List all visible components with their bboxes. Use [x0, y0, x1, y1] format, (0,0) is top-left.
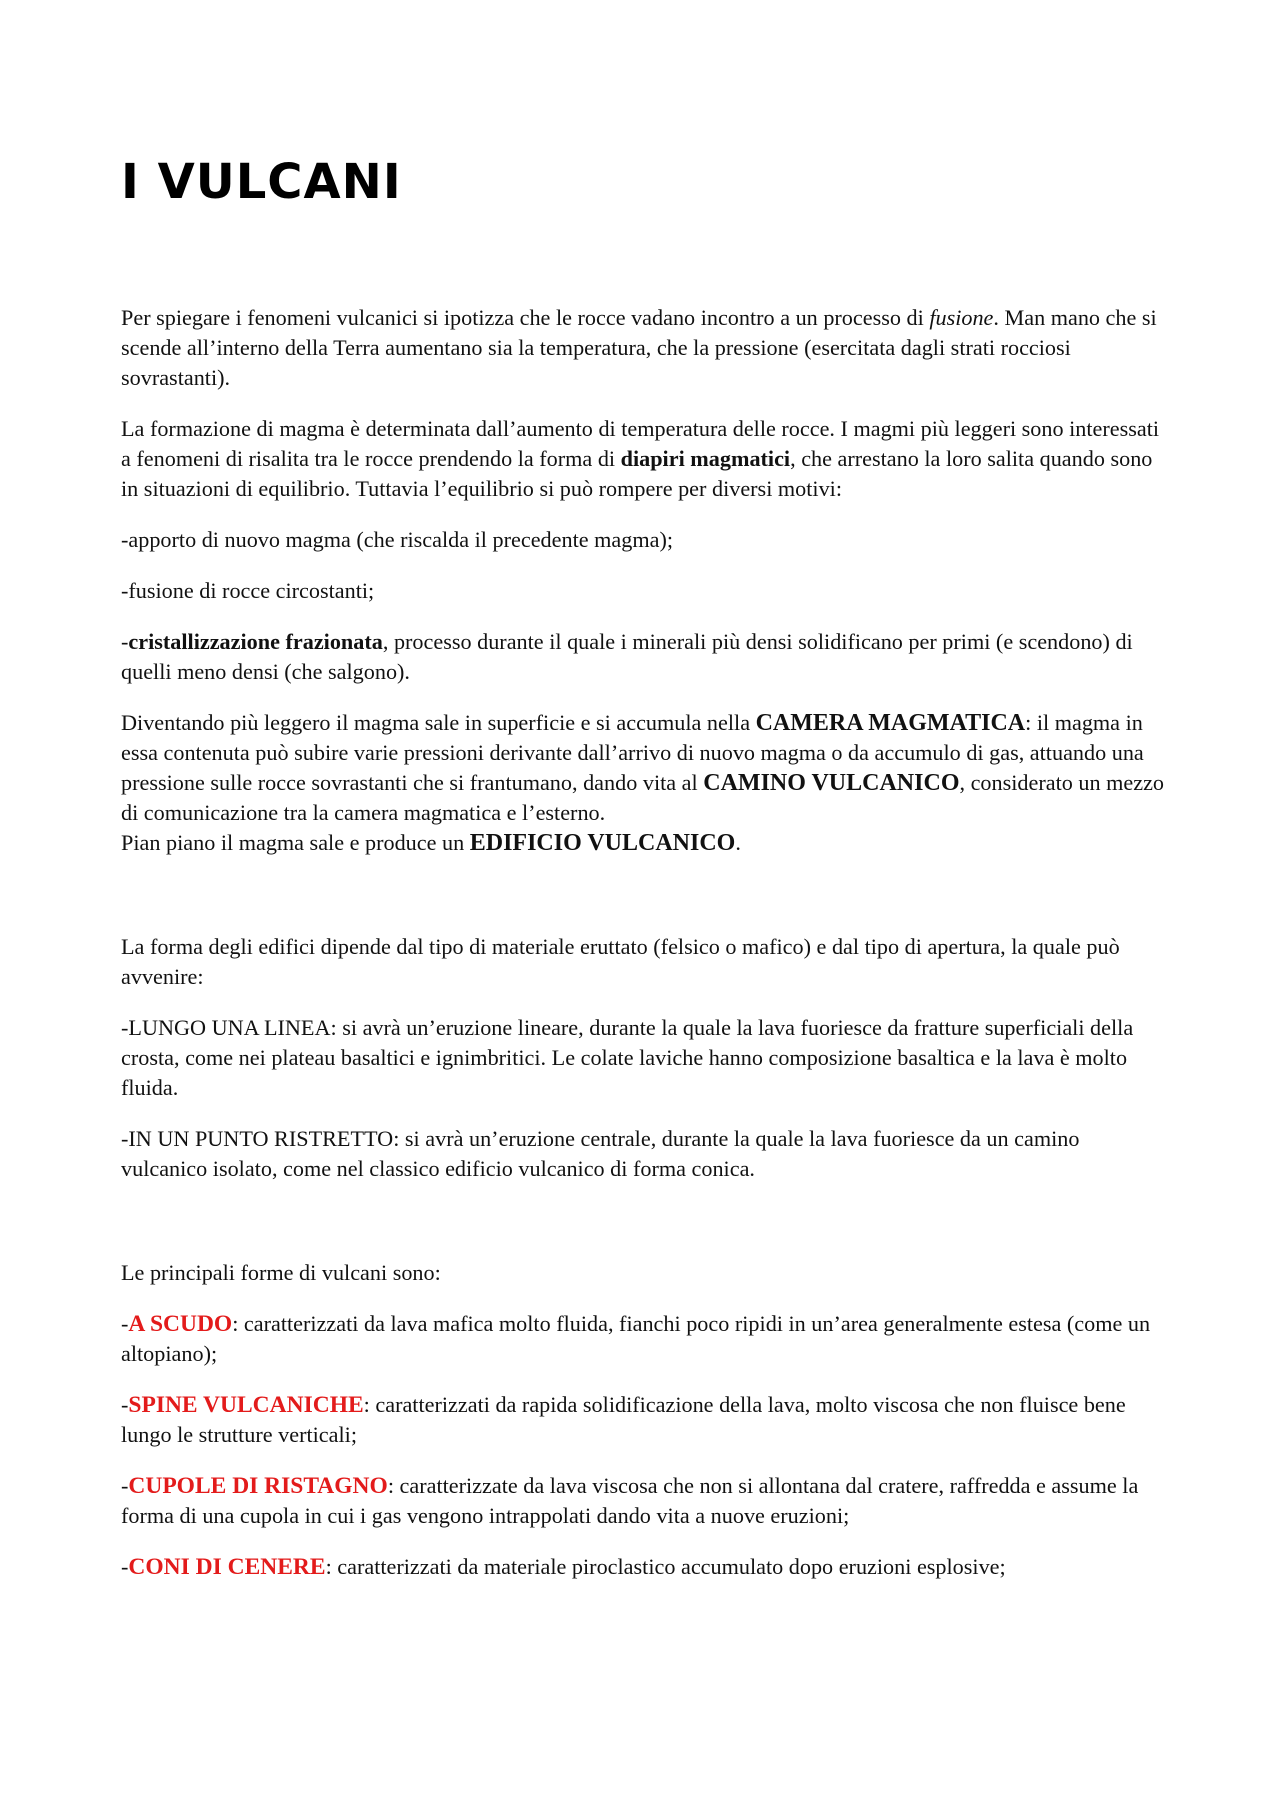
text-span: Per spiegare i fenomeni vulcanici si ipotizza che le rocce vadano incontro a un processo di	[121, 305, 930, 330]
term-cupole-di-ristagno: CUPOLE DI RISTAGNO	[128, 1473, 388, 1499]
term-camera-magmatica: CAMERA MAGMATICA	[755, 710, 1026, 736]
list-item-cupole-di-ristagno	[121, 1471, 1171, 1531]
term-coni-di-cenere: CONI DI CENERE	[128, 1554, 326, 1580]
text-span: : il magma in essa contenuta può subire varie pressioni derivante dall’arrivo di nuovo magma o da accumulo di gas, attuando una pressione sulle rocce sovrastanti che si frantumano, dando vita al	[121, 710, 1144, 795]
text-span: La formazione di magma è determinata dall’aumento di temperatura delle rocce. I magmi più leggeri sono interessati a fenomeni di risalita tra le rocce prendendo la forma di	[121, 416, 1160, 471]
blank-line	[121, 879, 1171, 932]
list-item-a-scudo	[121, 1309, 1171, 1369]
text-span: . Man mano che si scende all’interno della Terra aumentano sia la temperatura, che la pressione (esercitata dagli strati rocciosi sovrastanti).	[121, 305, 1157, 390]
text-span: .	[735, 830, 741, 855]
text-span: Pian piano il magma sale e produce un	[121, 830, 470, 855]
dash: -	[121, 1311, 129, 1336]
list-item-fusione: -fusione di rocce circostanti;	[121, 578, 375, 603]
paragraph-forma-edifici: La forma degli edifici dipende dal tipo di materiale eruttato (felsico o mafico) e dal tipo di apertura, la quale può avvenire:	[121, 934, 1120, 989]
dash: -	[121, 1554, 129, 1579]
paragraph-magma-formation	[121, 414, 1171, 504]
dash: -	[121, 1392, 129, 1417]
term-edificio-vulcanico: EDIFICIO VULCANICO	[469, 830, 736, 856]
term-a-scudo: A SCUDO	[128, 1311, 233, 1337]
blank-line	[121, 1205, 1171, 1258]
list-item-apporto: -apporto di nuovo magma (che riscalda il precedente magma);	[121, 527, 674, 552]
text-span: : caratterizzate da lava viscosa che non si allontana dal cratere, raffredda e assume la forma di una cupola in cui i gas vengono intrappolati dando vita a nuove eruzioni;	[121, 1473, 1139, 1528]
list-item-cristallizzazione	[121, 627, 1171, 687]
emphasis-fusione: fusione	[929, 305, 994, 330]
paragraph-lungo-una-linea: -LUNGO UNA LINEA: si avrà un’eruzione lineare, durante la quale la lava fuoriesce da fratture superficiali della crosta, come nei plateau basaltici e ignimbritici. Le colate laviche hanno composizione basaltica e la lava è molto fluida.	[121, 1015, 1134, 1100]
dash: -	[121, 1473, 129, 1498]
term-diapiri-magmatici: diapiri magmatici	[620, 446, 791, 471]
term-cristallizzazione-frazionata: cristallizzazione frazionata	[128, 629, 383, 654]
list-item-coni-di-cenere	[121, 1552, 1171, 1582]
paragraph-intro	[121, 303, 1171, 393]
text-span: , processo durante il quale i minerali più densi solidificano per primi (e scendono) di quelli meno densi (che salgono).	[121, 629, 1133, 684]
term-spine-vulcaniche: SPINE VULCANICHE	[128, 1392, 364, 1418]
paragraph-punto-ristretto: -IN UN PUNTO RISTRETTO: si avrà un’eruzione centrale, durante la quale la lava fuoriesce da un camino vulcanico isolato, come nel classico edificio vulcanico di forma conica.	[121, 1126, 1080, 1181]
text-span: , che arrestano la loro salita quando sono in situazioni di equilibrio. Tuttavia l’equilibrio si può rompere per diversi motivi:	[121, 446, 1153, 501]
document-body	[121, 150, 1171, 1603]
page-title: I VULCANI	[121, 154, 402, 210]
text-span: : caratterizzati da materiale piroclastico accumulato dopo eruzioni esplosive;	[325, 1554, 1006, 1579]
text-span: : caratterizzati da lava mafica molto fluida, fianchi poco ripidi in un’area generalmente estesa (come un altopiano);	[121, 1311, 1151, 1366]
text-span: : caratterizzati da rapida solidificazione della lava, molto viscosa che non fluisce bene lungo le strutture verticali;	[121, 1392, 1126, 1447]
dash: -	[121, 629, 129, 654]
text-span: Diventando più leggero il magma sale in superficie e si accumula nella	[121, 710, 756, 735]
list-item-spine-vulcaniche	[121, 1390, 1171, 1450]
text-span: , considerato un mezzo di comunicazione tra la camera magmatica e l’esterno.	[121, 770, 1165, 825]
term-camino-vulcanico: CAMINO VULCANICO	[703, 770, 960, 796]
paragraph-camera-magmatica	[121, 708, 1171, 858]
paragraph-principali-forme: Le principali forme di vulcani sono:	[121, 1260, 441, 1285]
